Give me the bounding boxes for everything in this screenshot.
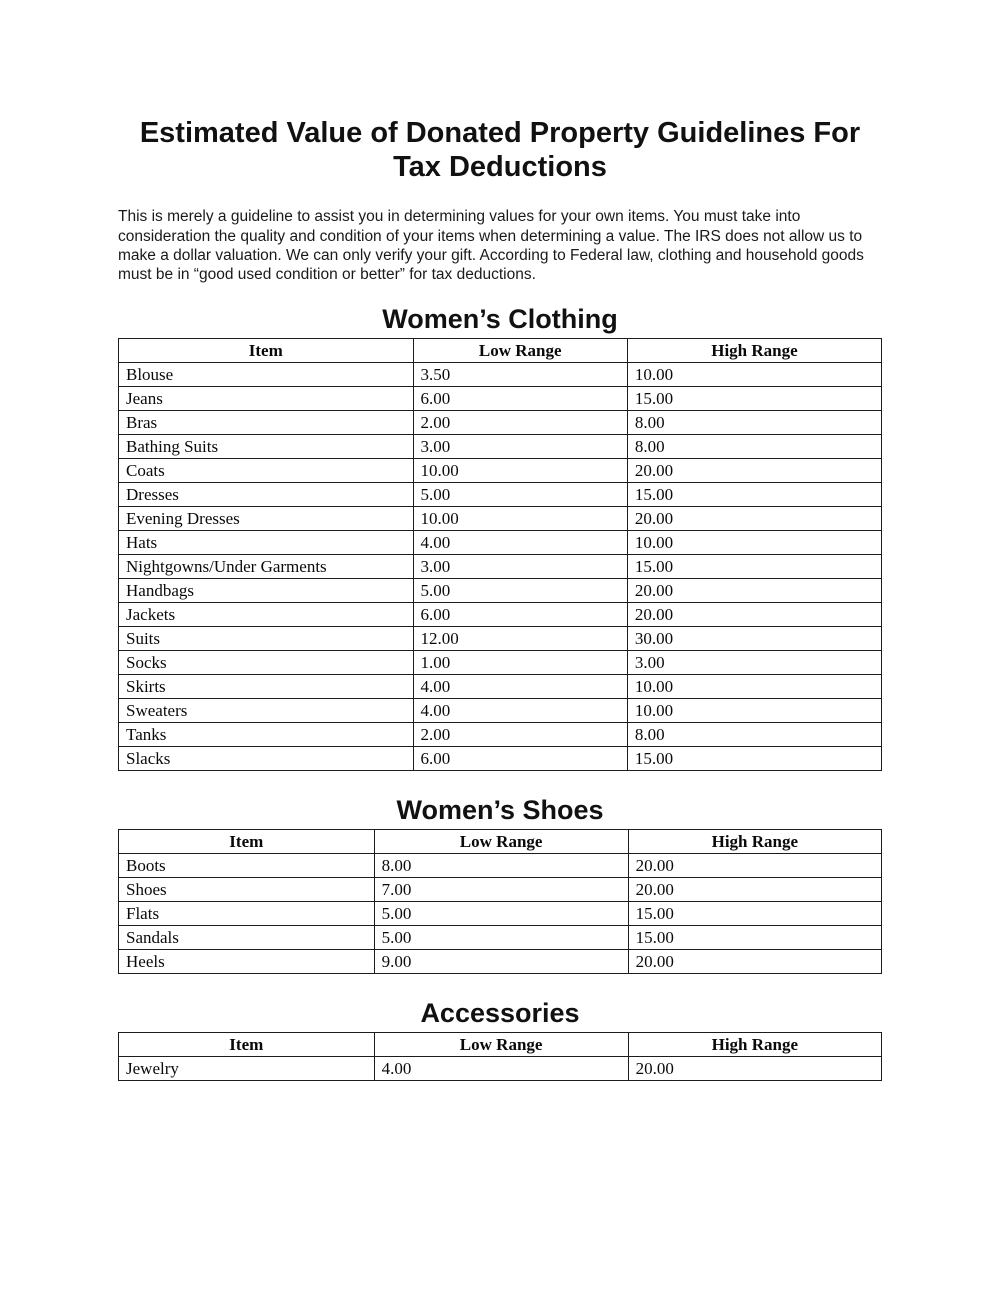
table-section <box>118 998 882 1081</box>
table-cell: Heels <box>119 950 375 974</box>
table-cell: 15.00 <box>628 926 881 950</box>
table-cell: 5.00 <box>413 483 627 507</box>
table-cell: 4.00 <box>413 531 627 555</box>
table-cell: 10.00 <box>413 507 627 531</box>
table-cell: Dresses <box>119 483 414 507</box>
table-row <box>119 555 882 579</box>
table-cell: 4.00 <box>374 1057 628 1081</box>
tables-container <box>118 304 882 1081</box>
table-cell: 3.50 <box>413 363 627 387</box>
table-cell: 8.00 <box>627 723 881 747</box>
table-cell: Coats <box>119 459 414 483</box>
table-cell: 12.00 <box>413 627 627 651</box>
value-table <box>118 1032 882 1081</box>
table-cell: Hats <box>119 531 414 555</box>
section-title: Women’s Clothing <box>382 304 618 335</box>
table-cell: 20.00 <box>627 507 881 531</box>
table-cell: 20.00 <box>627 603 881 627</box>
table-cell: 15.00 <box>627 555 881 579</box>
section-title: Accessories <box>420 998 580 1029</box>
table-row <box>119 507 882 531</box>
header-row <box>119 1033 882 1057</box>
table-cell: 8.00 <box>374 854 628 878</box>
column-header: Low Range <box>413 339 627 363</box>
section-title: Women’s Shoes <box>396 795 604 826</box>
column-header: Low Range <box>374 830 628 854</box>
table-cell: 2.00 <box>413 723 627 747</box>
column-header: Item <box>119 830 375 854</box>
table-cell: Slacks <box>119 747 414 771</box>
table-row <box>119 579 882 603</box>
intro-paragraph: This is merely a guideline to assist you in determining values for your own items. You must take into consideration the quality and condition of your items when determining a value. The IRS does not allow us to make a dollar valuation. We can only verify your gift. According to Federal law, clothing and household goods must be in “good used condition or better” for tax deductions. <box>118 208 864 284</box>
table-cell: 10.00 <box>627 699 881 723</box>
table-cell: Jackets <box>119 603 414 627</box>
table-cell: Jeans <box>119 387 414 411</box>
table-cell: Boots <box>119 854 375 878</box>
table-cell: 4.00 <box>413 699 627 723</box>
table-cell: 5.00 <box>374 902 628 926</box>
header-row <box>119 830 882 854</box>
table-cell: 20.00 <box>627 579 881 603</box>
table-cell: Nightgowns/Under Garments <box>119 555 414 579</box>
table-cell: 20.00 <box>628 1057 881 1081</box>
table-cell: 7.00 <box>374 878 628 902</box>
table-cell: Shoes <box>119 878 375 902</box>
table-cell: 6.00 <box>413 603 627 627</box>
table-cell: Bathing Suits <box>119 435 414 459</box>
table-cell: Sweaters <box>119 699 414 723</box>
table-cell: Jewelry <box>119 1057 375 1081</box>
header-row <box>119 339 882 363</box>
table-row <box>119 675 882 699</box>
table-cell: Sandals <box>119 926 375 950</box>
table-cell: 5.00 <box>374 926 628 950</box>
table-cell: 15.00 <box>627 387 881 411</box>
table-cell: 9.00 <box>374 950 628 974</box>
table-cell: 8.00 <box>627 435 881 459</box>
table-row <box>119 902 882 926</box>
table-cell: 15.00 <box>628 902 881 926</box>
table-cell: 10.00 <box>627 363 881 387</box>
table-cell: 6.00 <box>413 747 627 771</box>
value-table <box>118 829 882 974</box>
table-row <box>119 651 882 675</box>
table-row <box>119 627 882 651</box>
table-cell: Socks <box>119 651 414 675</box>
table-section <box>118 304 882 771</box>
table-row <box>119 878 882 902</box>
table-cell: 3.00 <box>627 651 881 675</box>
table-cell: 1.00 <box>413 651 627 675</box>
table-cell: 10.00 <box>627 531 881 555</box>
table-row <box>119 699 882 723</box>
table-row <box>119 723 882 747</box>
table-row <box>119 1057 882 1081</box>
table-cell: 15.00 <box>627 483 881 507</box>
table-cell: 5.00 <box>413 579 627 603</box>
table-row <box>119 483 882 507</box>
table-row <box>119 435 882 459</box>
table-row <box>119 926 882 950</box>
table-cell: 15.00 <box>627 747 881 771</box>
table-cell: Tanks <box>119 723 414 747</box>
table-body <box>119 1057 882 1081</box>
column-header: Item <box>119 339 414 363</box>
column-header: Low Range <box>374 1033 628 1057</box>
table-row <box>119 459 882 483</box>
table-cell: Flats <box>119 902 375 926</box>
table-cell: Handbags <box>119 579 414 603</box>
table-cell: 30.00 <box>627 627 881 651</box>
table-cell: Skirts <box>119 675 414 699</box>
table-cell: 8.00 <box>627 411 881 435</box>
table-body <box>119 854 882 974</box>
table-row <box>119 603 882 627</box>
table-cell: 20.00 <box>627 459 881 483</box>
column-header: Item <box>119 1033 375 1057</box>
table-body <box>119 363 882 771</box>
table-cell: 20.00 <box>628 950 881 974</box>
table-section <box>118 795 882 974</box>
table-cell: 6.00 <box>413 387 627 411</box>
table-row <box>119 531 882 555</box>
table-cell: 20.00 <box>628 854 881 878</box>
column-header: High Range <box>628 830 881 854</box>
table-cell: 10.00 <box>413 459 627 483</box>
value-table <box>118 338 882 771</box>
table-cell: Blouse <box>119 363 414 387</box>
column-header: High Range <box>627 339 881 363</box>
table-cell: Suits <box>119 627 414 651</box>
table-cell: 10.00 <box>627 675 881 699</box>
table-row <box>119 363 882 387</box>
table-row <box>119 747 882 771</box>
table-cell: 20.00 <box>628 878 881 902</box>
table-cell: Bras <box>119 411 414 435</box>
table-cell: 3.00 <box>413 435 627 459</box>
table-cell: 2.00 <box>413 411 627 435</box>
column-header: High Range <box>628 1033 881 1057</box>
page-title: Estimated Value of Donated Property Guidelines For Tax Deductions <box>139 117 861 184</box>
table-row <box>119 950 882 974</box>
table-row <box>119 387 882 411</box>
table-row <box>119 411 882 435</box>
table-cell: 3.00 <box>413 555 627 579</box>
table-cell: 4.00 <box>413 675 627 699</box>
table-row <box>119 854 882 878</box>
table-cell: Evening Dresses <box>119 507 414 531</box>
